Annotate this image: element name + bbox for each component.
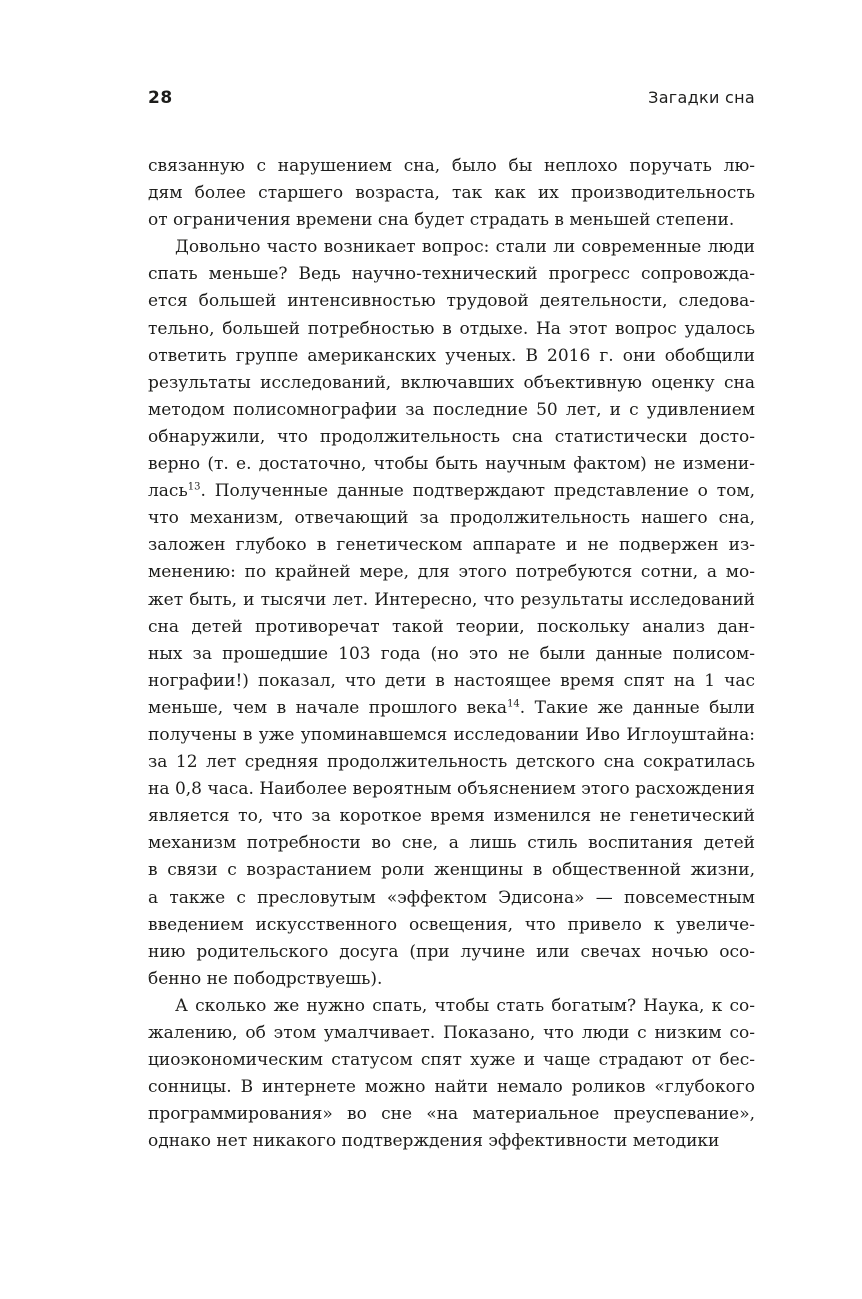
text-line: дям более старшего возраста, так как их производительность [148, 183, 755, 204]
text-line: связанную с нарушением сна, было бы неплохо поручать лю- [148, 156, 755, 176]
text-line: верно (т. е. достаточно, чтобы быть научным фактом) не измени- [148, 454, 755, 475]
text-line: жалению, об этом умалчивает. Показано, что люди с низким со- [148, 1023, 755, 1043]
text-line: в связи с возрастанием роли женщины в общественной жизни, [148, 860, 755, 881]
page-number: 28 [148, 88, 173, 108]
text-line: Довольно часто возникает вопрос: стали ли современные люди [175, 237, 755, 258]
footnote-ref: 14 [507, 698, 520, 710]
text-line: получены в уже упоминавшемся исследовании Иво Иглоуштайна: [148, 724, 755, 745]
page-header [148, 88, 755, 112]
text-line: программирования» во сне «на материальное преуспевание», [148, 1104, 755, 1125]
text-line: спать меньше? Ведь научно-технический прогресс сопровожда- [148, 264, 755, 285]
text-line: сонницы. В интернете можно найти немало роликов «глубокого [148, 1077, 755, 1098]
text-line: ных за прошедшие 103 года (но это не были данные полисом- [148, 643, 755, 664]
text-line: циоэкономическим статусом спят хуже и чаще страдают от бес- [148, 1050, 755, 1071]
text-line: за 12 лет средняя продолжительность детского сна сократилась [148, 752, 755, 773]
text-line: механизм потребности во сне, а лишь стиль воспитания детей [148, 833, 755, 854]
text-line: ответить группе американских ученых. В 2016 г. они обобщили [148, 345, 755, 366]
text-line: результаты исследований, включавших объективную оценку сна [148, 372, 755, 393]
text-line: обнаружили, что продолжительность сна статистически досто- [148, 426, 755, 447]
text-line: методом полисомнографии за последние 50 лет, и с удивлением [148, 399, 755, 420]
text-line: меньше, чем в начале прошлого века$^{14}$. Такие же данные были [148, 697, 755, 718]
footnote-ref: 13 [187, 481, 201, 493]
text-line: А сколько же нужно спать, чтобы стать богатым? Наука, к со- [175, 995, 755, 1016]
text-line: однако нет никакого подтверждения эффективности методики [148, 1131, 720, 1152]
text-line: лась$^{13}$. Полученные данные подтверждают представление о том, [148, 481, 755, 502]
text-line: от ограничения времени сна будет страдать в меньшей степени. [148, 210, 735, 231]
text-line: что механизм, отвечающий за продолжительность нашего сна, [148, 508, 755, 529]
text-line: является то, что за короткое время изменился не генетический [148, 806, 755, 827]
text-line: ется большей интенсивностью трудовой деятельности, следова- [148, 291, 755, 312]
text-line: жет быть, и тысячи лет. Интересно, что результаты исследований [148, 589, 755, 610]
text-line: нографии!) показал, что дети в настоящее время спят на 1 час [148, 670, 755, 691]
text-line: менению: по крайней мере, для этого потребуются сотни, а мо- [148, 562, 755, 583]
text-line: а также с пресловутым «эффектом Эдисона» — повсеместным [148, 887, 755, 908]
text-line: тельно, большей потребностью в отдыхе. На этот вопрос удалось [148, 318, 755, 339]
text-line: введением искусственного освещения, что привело к увеличе- [148, 914, 755, 935]
text-line: заложен глубоко в генетическом аппарате и не подвержен из- [148, 535, 755, 556]
body-text [148, 153, 755, 1155]
running-head: Загадки сна [648, 88, 755, 107]
text-line: на 0,8 часа. Наиболее вероятным объяснением этого расхождения [148, 779, 755, 800]
text-line: нию родительского досуга (при лучине или свечах ночью осо- [148, 941, 755, 962]
text-line: бенно не пободрствуешь). [148, 968, 383, 989]
text-line: сна детей противоречат такой теории, поскольку анализ дан- [148, 616, 755, 637]
